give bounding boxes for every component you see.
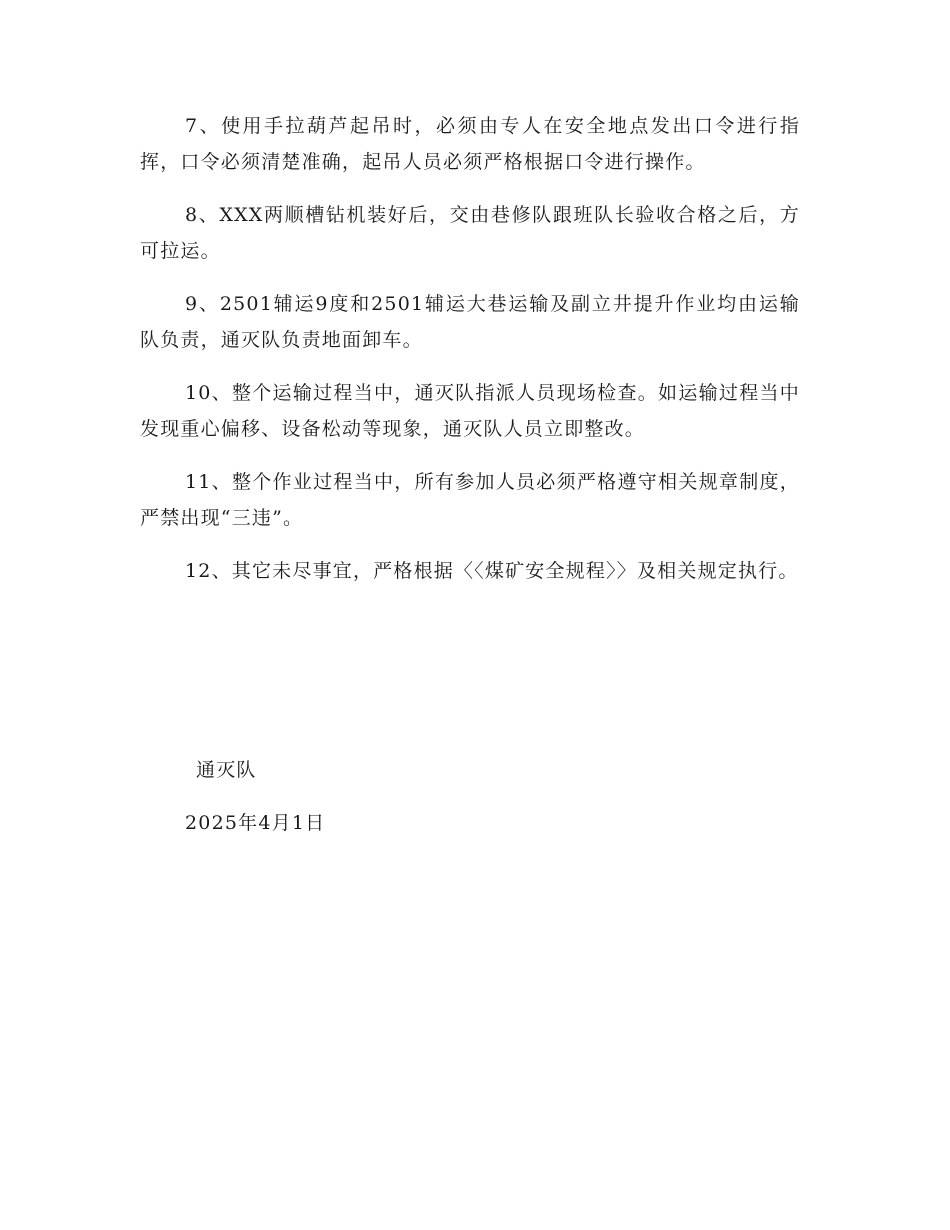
paragraph-item-12: 12、其它未尽事宜，严格根据〈〈煤矿安全规程〉〉及相关规定执行。	[185, 560, 799, 582]
signature-date: 2025年4月1日	[185, 812, 326, 834]
signature-organization: 通灭队	[196, 759, 257, 781]
paragraph-item-8: 8、XXX两顺槽钻机装好后，交由巷修队跟班队长验收合格之后，方可拉运。	[140, 204, 800, 262]
paragraph-item-9: 9、2501辅运9度和2501辅运大巷运输及副立井提升作业均由运输队负责，通灭队负责地面卸车。	[140, 293, 800, 351]
paragraph-item-7: 7、使用手拉葫芦起吊时，必须由专人在安全地点发出口令进行指挥，口令必须清楚准确，起吊人员必须严格根据口令进行操作。	[140, 115, 800, 173]
paragraph-item-10: 10、整个运输过程当中，通灭队指派人员现场检查。如运输过程当中发现重心偏移、设备松动等现象，通灭队人员立即整改。	[140, 382, 800, 440]
document-body	[140, 108, 800, 606]
paragraph-item-11: 11、整个作业过程当中，所有参加人员必须严格遵守相关规章制度，严禁出现“三违”。	[140, 471, 800, 529]
